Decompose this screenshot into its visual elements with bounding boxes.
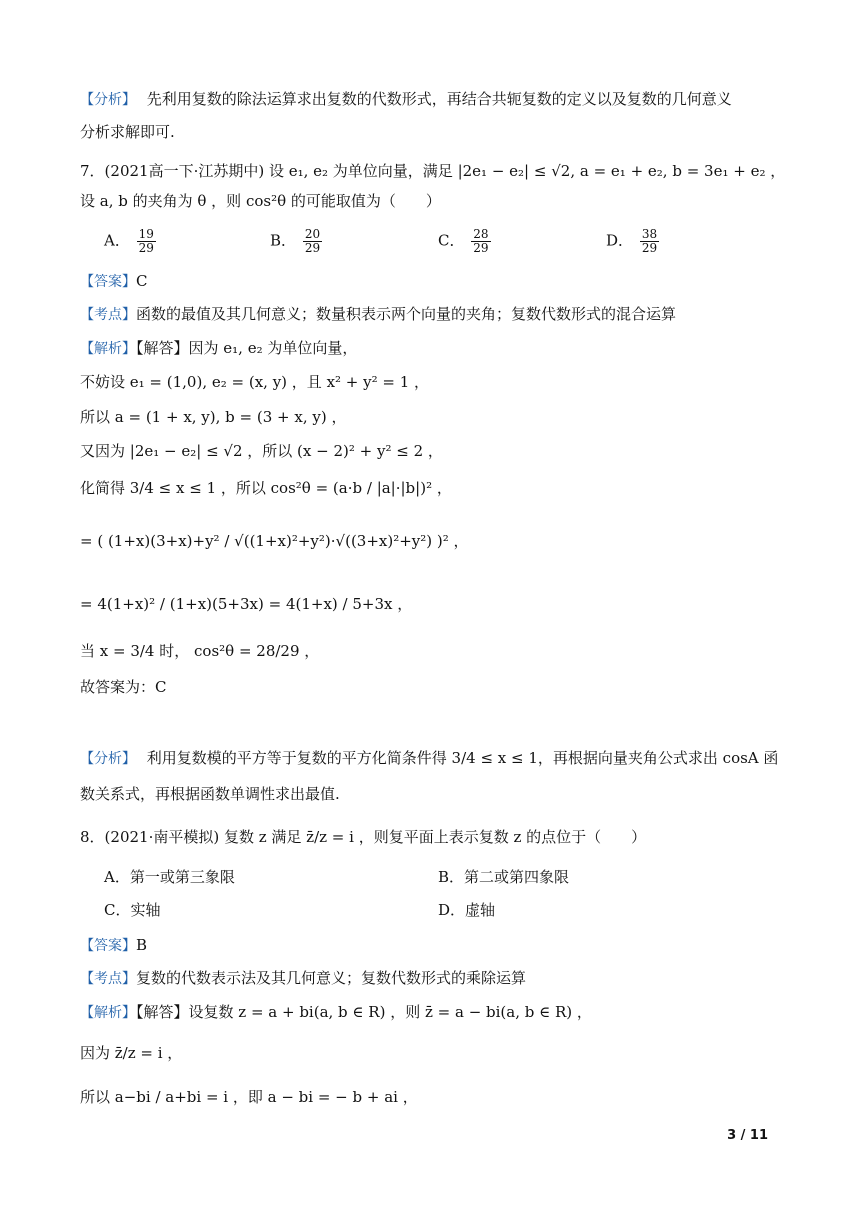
- q7-stem-line1: 7．(2021高一下·江苏期中) 设 e₁, e₂ 为单位向量，满足 |2e₁ − e₂| ≤ √2, a = e₁ + e₂, b = 3e₁ + e₂ ，: [80, 162, 786, 180]
- answer-value: B: [136, 936, 148, 954]
- frac-den: 29: [138, 241, 154, 255]
- option-text: 虚轴: [465, 901, 496, 919]
- page-number: 3 / 11: [727, 1128, 768, 1143]
- option-text: 实轴: [130, 901, 161, 919]
- q7-option-a: [104, 228, 158, 255]
- frac-num: 19: [138, 227, 154, 241]
- q8-option-b: [438, 866, 569, 888]
- q7-analysis-text: 利用复数模的平方等于复数的平方化简条件得 3/4 ≤ x ≤ 1，再根据向量夹角公式求出 cosA 函: [146, 749, 779, 767]
- frac-num: 28: [473, 227, 489, 241]
- q7-analysis-line1: [80, 747, 778, 770]
- option-fraction: [137, 228, 156, 255]
- option-letter: D．: [606, 231, 634, 250]
- option-letter: A．: [104, 868, 130, 886]
- option-letter: B．: [270, 231, 297, 250]
- analysis-tag: 【分析】: [80, 751, 136, 767]
- frac-num: 38: [641, 227, 658, 241]
- q8-option-d: [438, 899, 495, 921]
- answer-tag: 【答案】: [80, 938, 136, 954]
- answer-value: C: [136, 272, 148, 290]
- kp-tag: 【考点】: [80, 971, 136, 987]
- option-text: 第一或第三象限: [129, 868, 235, 886]
- q7-option-d: [606, 228, 661, 255]
- kp-text: 复数的代数表示法及其几何意义；复数代数形式的乘除运算: [136, 969, 527, 987]
- q8-stem: 8．(2021·南平模拟) 复数 z 满足 z̄/z = i ，则复平面上表示复数 z 的点位于（ ）: [80, 828, 647, 846]
- option-fraction: [640, 228, 659, 255]
- q8-answer: [80, 934, 147, 957]
- q8-knowledge-point: [80, 967, 526, 990]
- frac-den: 29: [304, 241, 321, 255]
- frac-den: 29: [641, 241, 658, 255]
- q7-solution-line: 又因为 |2e₁ − e₂| ≤ √2 ，所以 (x − 2)² + y² ≤ 2 ，: [80, 442, 443, 460]
- q7-analysis-line2: 数关系式，再根据函数单调性求出最值.: [80, 785, 340, 803]
- q7-solution-line: 不妨设 e₁ = (1,0), e₂ = (x, y) ，且 x² + y² = 1 ，: [80, 373, 430, 391]
- solution-tag: 【解析】: [80, 1005, 136, 1021]
- option-letter: C．: [438, 231, 465, 250]
- q7-option-b: [270, 228, 324, 255]
- q7-solution-line: 当 x = 3/4 时， cos²θ = 28/29 ，: [80, 642, 320, 660]
- q7-solution-line: = 4(1+x)² / (1+x)(5+3x) = 4(1+x) / 5+3x ，: [80, 595, 413, 613]
- option-letter: A．: [104, 231, 130, 250]
- q7-knowledge-point: [80, 303, 676, 326]
- q8-solution-line: 因为 z̄/z = i ，: [80, 1044, 183, 1062]
- q8-solution-line: 所以 a−bi / a+bi = i ，即 a − bi = − b + ai ，: [80, 1088, 418, 1106]
- q7-solution-line: = ( (1+x)(3+x)+y² / √((1+x)²+y²)·√((3+x)²+y²) )² ，: [80, 532, 469, 550]
- q8-option-a: [104, 866, 235, 888]
- q8-solution-line: [80, 1001, 592, 1024]
- q6-analysis-line2: 分析求解即可.: [80, 123, 175, 141]
- option-text: 第二或第四象限: [464, 868, 570, 886]
- q7-stem-line2: 设 a, b 的夹角为 θ ，则 cos²θ 的可能取值为（ ）: [80, 192, 441, 210]
- q7-solution-line: [80, 337, 357, 360]
- solution-text: 【解答】设复数 z = a + bi(a, b ∈ R) ，则 z̄ = a − bi(a, b ∈ R) ，: [136, 1003, 592, 1021]
- q6-analysis-text: 先利用复数的除法运算求出复数的代数形式，再结合共轭复数的定义以及复数的几何意义: [146, 90, 732, 108]
- solution-tag: 【解析】: [80, 341, 136, 357]
- q7-solution-line: 所以 a = (1 + x, y), b = (3 + x, y) ，: [80, 408, 347, 426]
- frac-den: 29: [473, 241, 489, 255]
- solution-text: 【解答】因为 e₁, e₂ 为单位向量，: [136, 339, 358, 357]
- analysis-tag: 【分析】: [80, 92, 136, 108]
- q8-option-c: [104, 899, 161, 921]
- q7-solution-line: 化简得 3/4 ≤ x ≤ 1 ，所以 cos²θ = (a·b / |a|·|b|)² ，: [80, 479, 452, 497]
- q7-solution-line: 故答案为：C: [80, 678, 167, 696]
- kp-tag: 【考点】: [80, 307, 136, 323]
- q7-answer: [80, 270, 147, 293]
- q7-option-c: [438, 228, 493, 255]
- option-fraction: [303, 228, 322, 255]
- q6-analysis-line1: [80, 88, 732, 111]
- option-letter: D．: [438, 901, 466, 919]
- kp-text: 函数的最值及其几何意义；数量积表示两个向量的夹角；复数代数形式的混合运算: [136, 305, 677, 323]
- answer-tag: 【答案】: [80, 274, 136, 290]
- frac-num: 20: [304, 227, 321, 241]
- option-letter: C．: [104, 901, 131, 919]
- option-fraction: [471, 228, 490, 255]
- option-letter: B．: [438, 868, 465, 886]
